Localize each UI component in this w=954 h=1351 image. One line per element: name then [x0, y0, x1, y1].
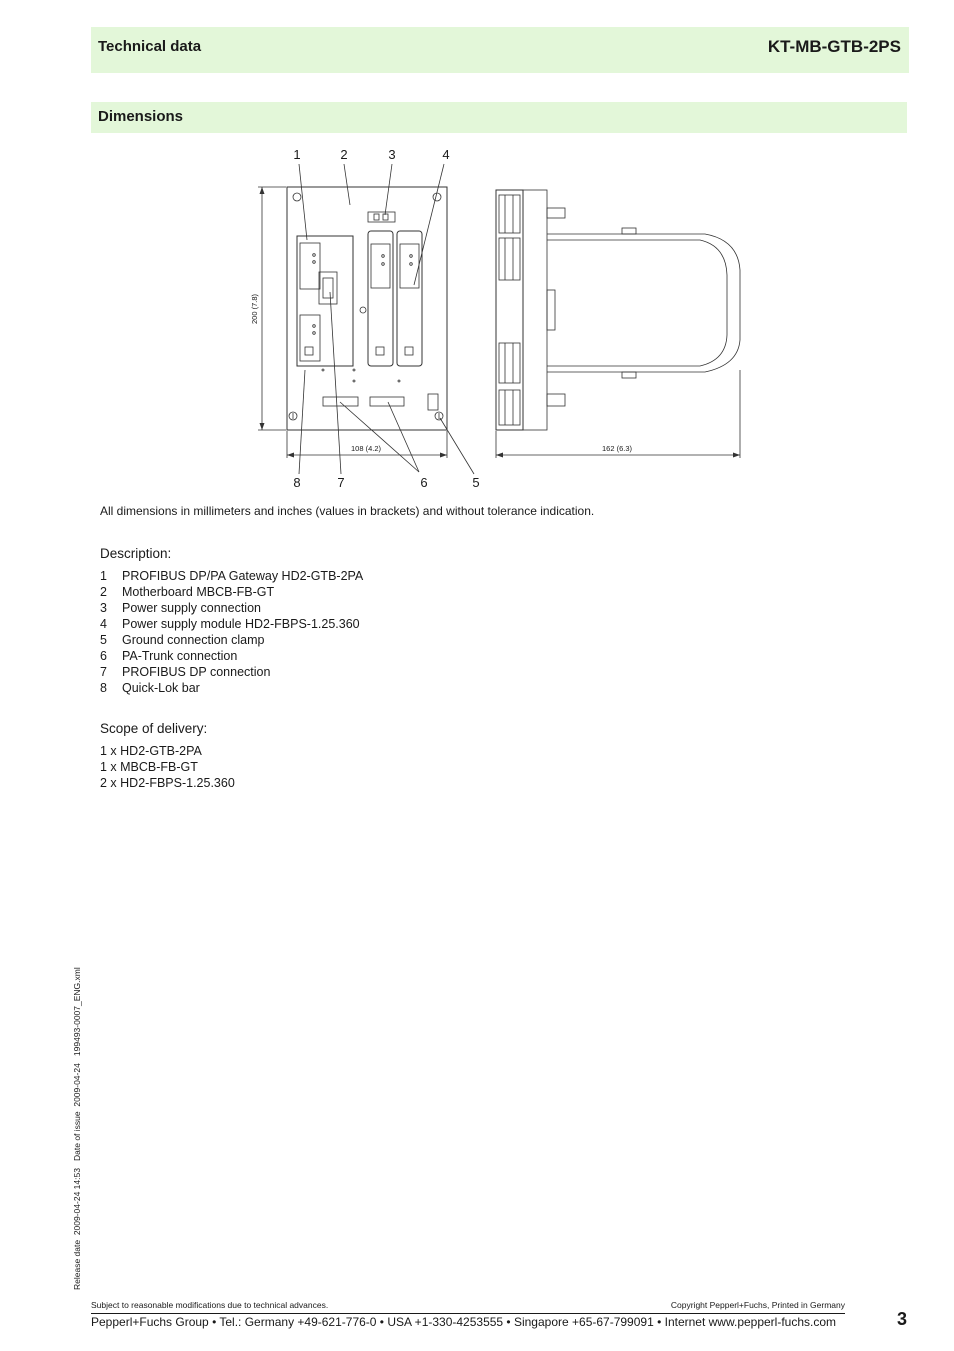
depth-dimension: [496, 370, 740, 458]
footer-contact: Pepperl+Fuchs Group • Tel.: Germany +49-621-776-0 • USA +1-330-4253555 • Singapore +65-67-799091 • Internet www.pepperl-fuchs.com: [91, 1315, 837, 1329]
callout-3: 3: [388, 147, 396, 162]
footer-divider: [91, 1313, 845, 1314]
description-list: [100, 568, 363, 696]
dim-depth-label: 162 (6.3): [601, 444, 633, 453]
footer-disclaimer: Subject to reasonable modifications due to technical advances.: [91, 1300, 329, 1310]
side-view: [496, 190, 740, 430]
callout-8: 8: [293, 475, 301, 490]
scope-list: [100, 743, 235, 791]
callout-1: 1: [293, 147, 301, 162]
callout-6: 6: [420, 475, 428, 490]
page-number: 3: [897, 1309, 908, 1329]
list-item: 1 PROFIBUS DP/PA Gateway HD2-GTB-2PA: [100, 569, 364, 583]
scope-title: Scope of delivery:: [100, 721, 208, 736]
list-item: 6 PA-Trunk connection: [100, 649, 238, 663]
list-item: 4 Power supply module HD2-FBPS-1.25.360: [100, 617, 360, 631]
dimensions-title: Dimensions: [98, 108, 184, 125]
header-section-title: Technical data: [98, 38, 202, 55]
callout-2: 2: [340, 147, 348, 162]
list-item: 2 Motherboard MBCB-FB-GT: [100, 585, 275, 599]
dimensions-note: All dimensions in millimeters and inches (values in brackets) and without tolerance indication.: [100, 504, 595, 518]
dim-width-label: 108 (4.2): [350, 444, 382, 453]
width-dimension: [287, 431, 447, 458]
dim-height-label: 200 (7.8): [250, 293, 259, 325]
list-item: 1 x MBCB-FB-GT: [100, 760, 198, 774]
list-item: 3 Power supply connection: [100, 601, 261, 615]
release-info-vertical: Release date 2009-04-24 14:53 Date of issue 2009-04-24 199493-0007_ENG.xml: [72, 967, 82, 1290]
list-item: 5 Ground connection clamp: [100, 633, 265, 647]
height-dimension: [250, 187, 286, 430]
front-view: [287, 164, 474, 474]
footer-copyright: Copyright Pepperl+Fuchs, Printed in Germany: [670, 1300, 845, 1310]
list-item: 2 x HD2-FBPS-1.25.360: [100, 776, 235, 790]
callout-5: 5: [472, 475, 480, 490]
header-product-name: KT-MB-GTB-2PS: [767, 37, 901, 56]
list-item: 8 Quick-Lok bar: [100, 681, 200, 695]
callout-7: 7: [337, 475, 345, 490]
list-item: 1 x HD2-GTB-2PA: [100, 744, 202, 758]
callout-4: 4: [442, 147, 450, 162]
list-item: 7 PROFIBUS DP connection: [100, 665, 271, 679]
description-title: Description:: [100, 546, 172, 561]
